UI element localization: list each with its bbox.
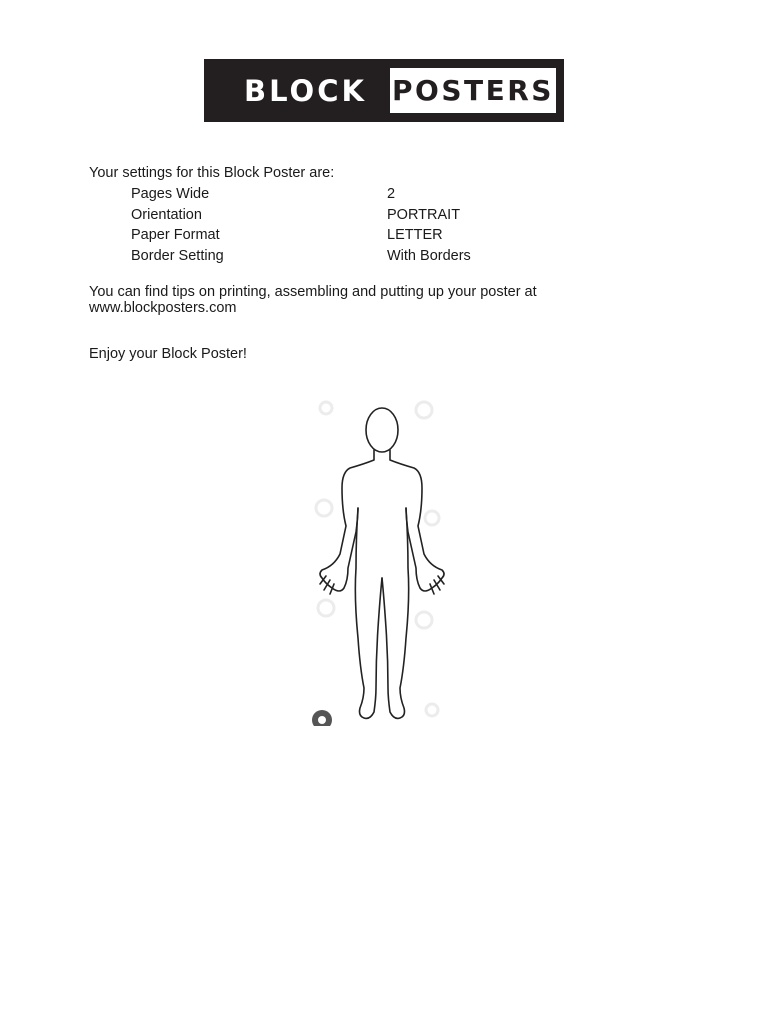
settings-row-border-setting: [131, 246, 551, 267]
human-body-outline-image: [312, 398, 456, 726]
tips-text: You can find tips on printing, assembling and putting up your poster at: [89, 284, 537, 300]
setting-label: Border Setting: [131, 247, 224, 264]
tips-paragraph: [89, 284, 649, 316]
watermark-pattern: [316, 402, 439, 716]
settings-table: [131, 184, 551, 266]
logo-word-block: BLOCK: [244, 74, 367, 108]
settings-row-paper-format: [131, 225, 551, 246]
tips-link[interactable]: www.blockposters.com: [89, 300, 237, 316]
setting-value: LETTER: [387, 227, 443, 244]
settings-row-pages-wide: [131, 184, 551, 205]
settings-row-orientation: [131, 205, 551, 226]
setting-value: PORTRAIT: [387, 206, 461, 223]
setting-label: Orientation: [131, 206, 202, 223]
setting-label: Paper Format: [131, 227, 220, 244]
settings-intro: Your settings for this Block Poster are:: [89, 165, 335, 181]
block-posters-logo: [204, 59, 564, 122]
logo-word-posters: POSTERS: [388, 66, 558, 115]
setting-label: Pages Wide: [131, 186, 210, 202]
body-outline: [320, 408, 444, 718]
setting-value: 2: [387, 186, 396, 202]
enjoy-message: Enjoy your Block Poster!: [89, 346, 247, 362]
setting-value: With Borders: [387, 247, 471, 264]
watermark-badge-icon: [312, 710, 332, 726]
